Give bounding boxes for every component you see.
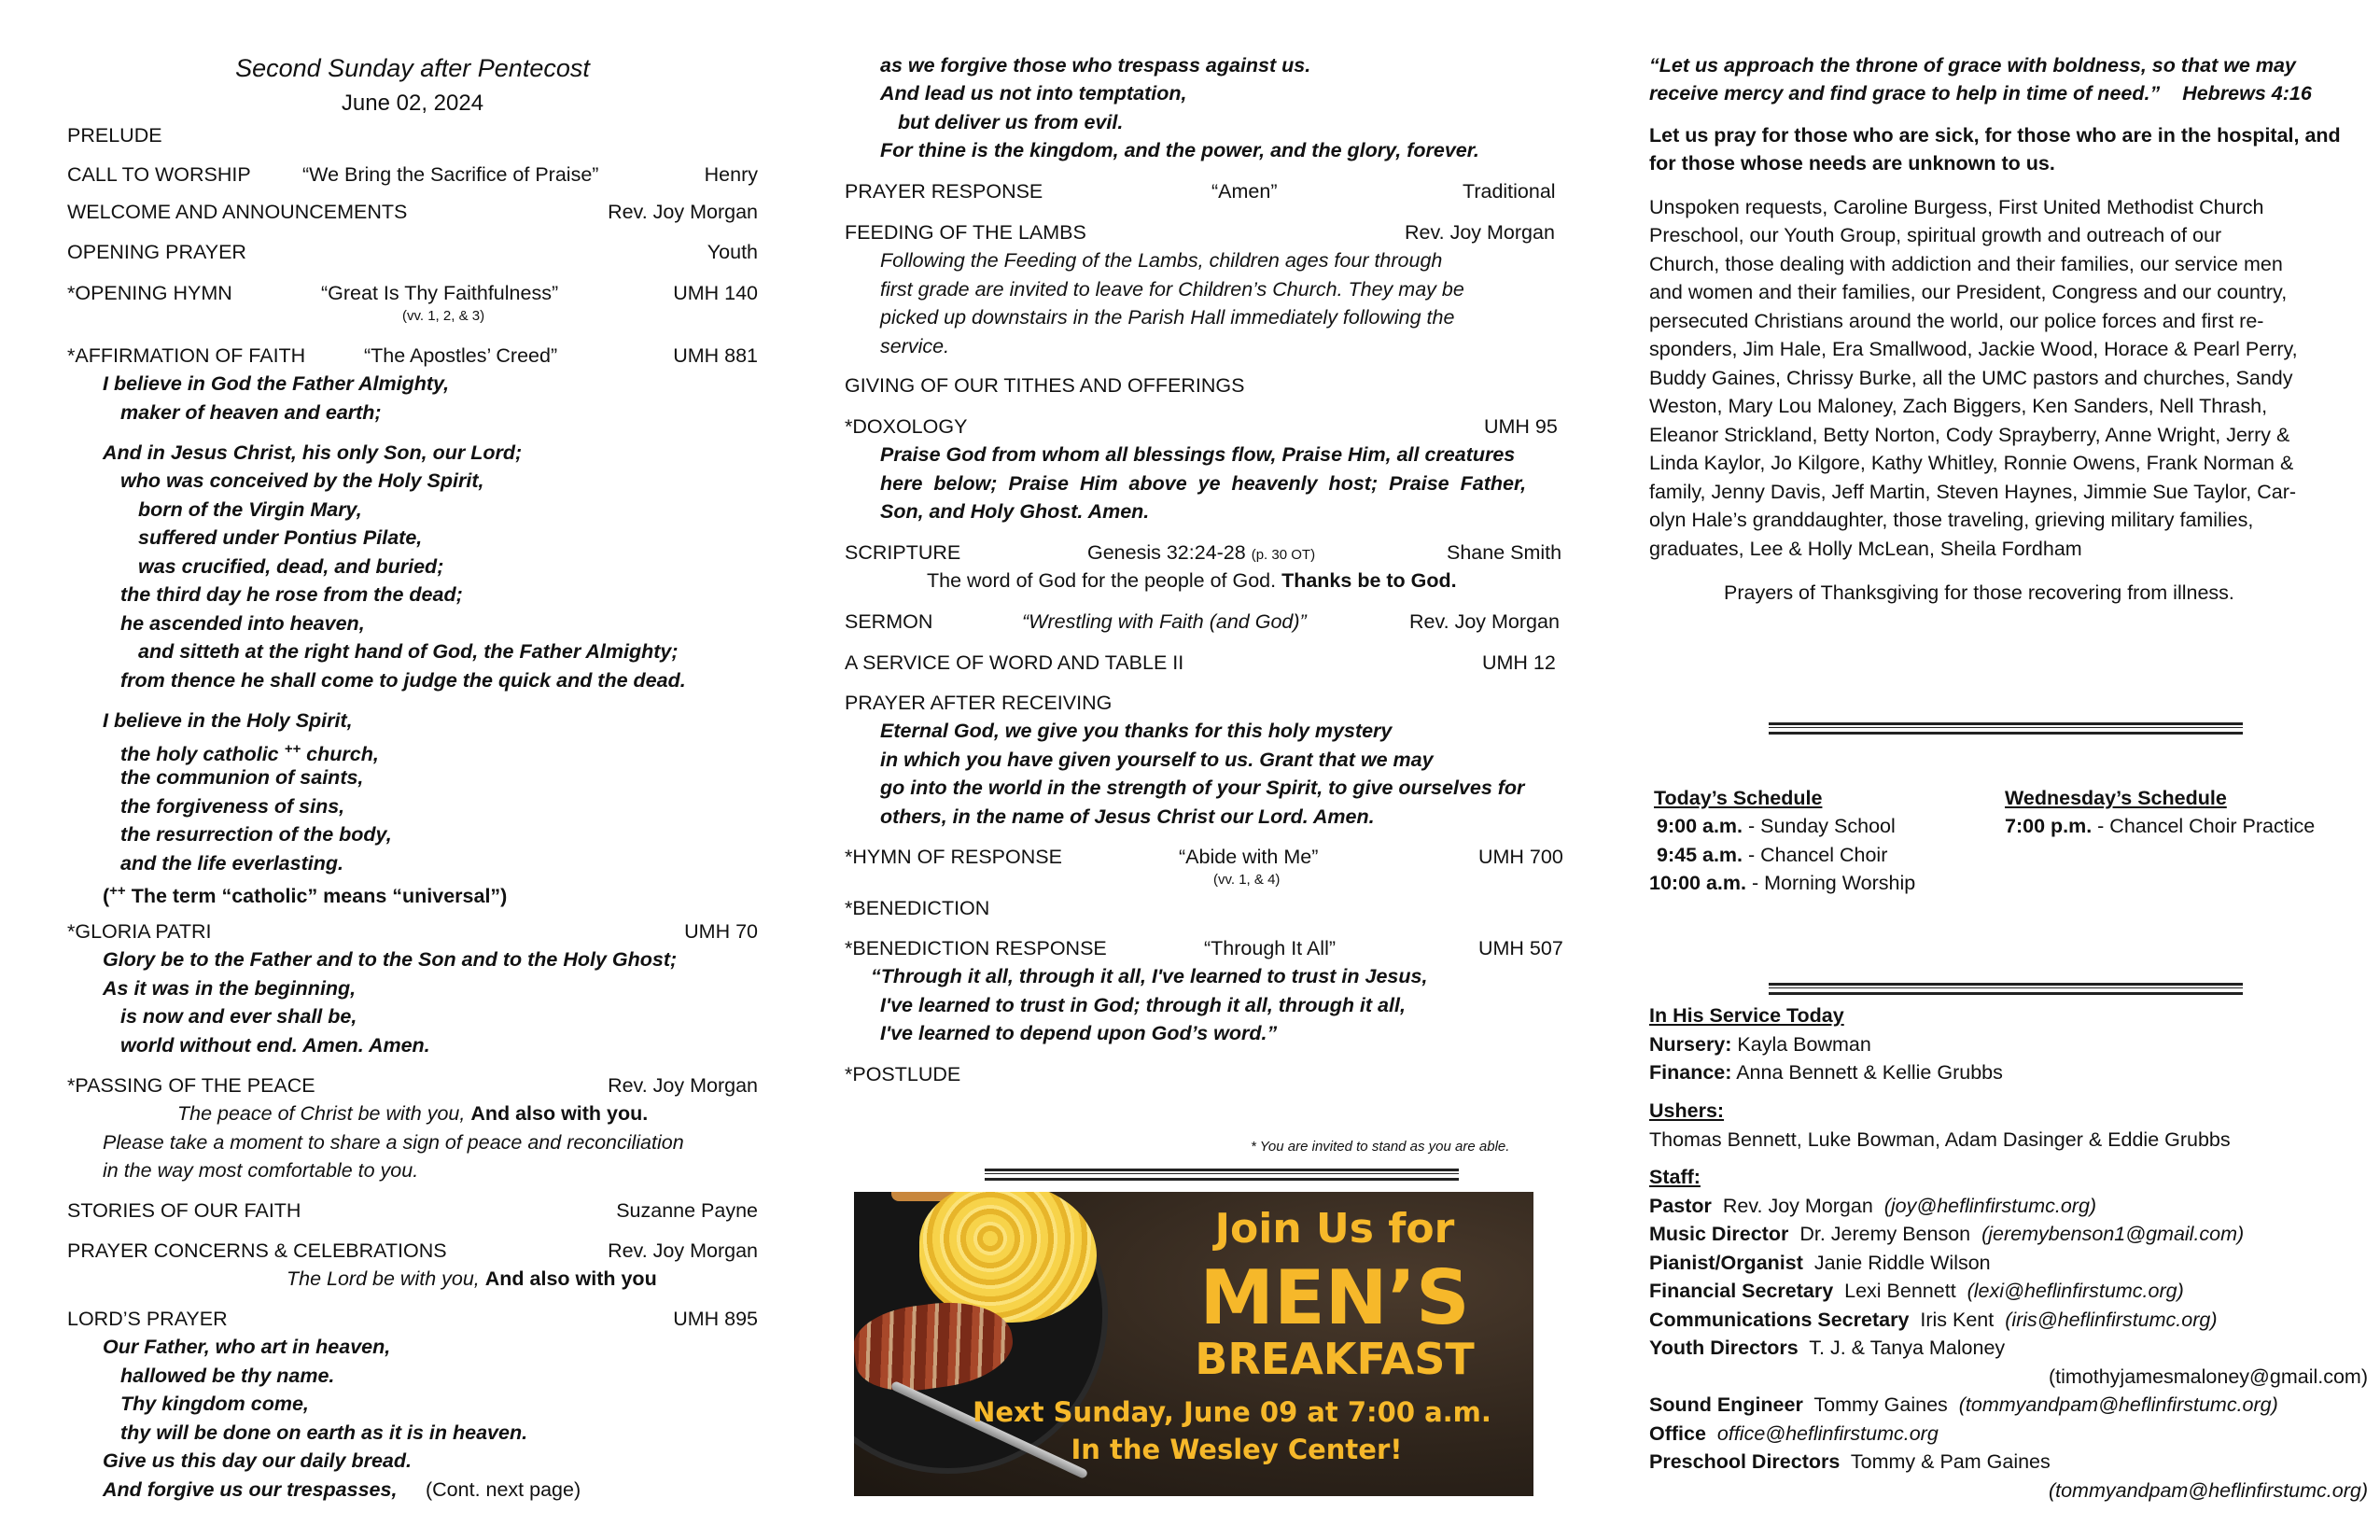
creed-line: was crucified, dead, and buried;	[138, 555, 444, 578]
ushers-label: Ushers:	[1649, 1099, 1725, 1122]
staff-line	[1649, 1220, 2244, 1249]
concerns-call: The Lord be with you,	[287, 1267, 480, 1290]
benediction-line: “Through it all, through it all, I've learned to trust in Jesus,	[871, 965, 1428, 987]
opening-prayer-label: OPENING PRAYER	[67, 241, 246, 263]
prayer-request-line: Church, those dealing with addiction and their families, our service men	[1649, 253, 2283, 275]
staff-email: (joy@heflinfirstumc.org)	[1883, 1195, 2097, 1217]
prayer-request-line: family, Jenny Davis, Jeff Martin, Steven Haynes, Jimmie Sue Taylor, Car-	[1649, 481, 2297, 503]
creed-line: And in Jesus Christ, his only Son, our Lord;	[103, 441, 523, 464]
staff-name: Rev. Joy Morgan	[1722, 1195, 1873, 1217]
lords-prayer-number: UMH 895	[673, 1308, 758, 1330]
lords-prayer-line: And forgive us our trespasses,	[103, 1478, 398, 1501]
concerns-response: And also with you	[484, 1267, 657, 1290]
staff-name: Tommy & Pam Gaines	[1850, 1450, 2051, 1473]
after-receiving-line: Eternal God, we give you thanks for this holy mystery	[880, 720, 1393, 742]
call-to-worship-label: CALL TO WORSHIP	[67, 163, 251, 186]
service-word-label: A SERVICE OF WORD AND TABLE II	[845, 651, 1184, 674]
creed-line: born of the Virgin Mary,	[138, 498, 362, 521]
creed-line: the resurrection of the body,	[120, 823, 392, 846]
schedule-time: 9:00 a.m.	[1657, 815, 1743, 837]
staff-email: (jeremybenson1@gmail.com)	[1981, 1223, 2245, 1245]
giving-label: GIVING OF OUR TITHES AND OFFERINGS	[845, 374, 1245, 397]
scripture-passage	[1087, 539, 1315, 570]
schedule-event: - Chancel Choir	[1743, 844, 1888, 866]
staff-email: (timothyjamesmaloney@gmail.com)	[2048, 1365, 2368, 1388]
scripture-exchange	[927, 567, 1457, 595]
peace-note: in the way most comfortable to you.	[103, 1159, 419, 1182]
finance-line	[1649, 1058, 2003, 1087]
prayer-concerns-leader: Rev. Joy Morgan	[608, 1239, 758, 1262]
schedule-time: 9:45 a.m.	[1657, 844, 1743, 866]
lords-prayer-line: thy will be done on earth as it is in heaven.	[120, 1421, 528, 1444]
creed-text: church,	[306, 743, 379, 766]
doxology-line: here below; Praise Him above ye heavenly host; Praise Father,	[880, 472, 1527, 495]
stories-leader: Suzanne Payne	[616, 1199, 758, 1222]
mens-breakfast-flyer	[854, 1192, 1533, 1496]
schedule-time: 7:00 p.m.	[2005, 815, 2093, 837]
prayer-request-line: Preschool, our Youth Group, spiritual growth and outreach of our	[1649, 224, 2222, 246]
scripture-call: The word of God for the people of God.	[927, 569, 1277, 592]
sermon-label: SERMON	[845, 610, 933, 633]
benediction-label: *BENEDICTION	[845, 897, 990, 919]
prayer-request-line: and women and their families, our President, Congress and our country,	[1649, 281, 2288, 303]
footnote-mark: ++	[109, 883, 126, 899]
peace-label: *PASSING OF THE PEACE	[67, 1074, 315, 1097]
scripture-page: (p. 30 OT)	[1251, 547, 1316, 563]
staff-label: Staff:	[1649, 1166, 1701, 1188]
prayer-request-line: Unspoken requests, Caroline Burgess, First United Methodist Church	[1649, 196, 2264, 218]
service-date: June 02, 2024	[341, 91, 484, 116]
prayer-request-line: sponders, Jim Hale, Era Smallwood, Jackie Wood, Horace & Pearl Perry,	[1649, 338, 2298, 360]
prayer-request-line: Eleanor Strickland, Betty Norton, Cody Sprayberry, Anne Wright, Jerry &	[1649, 424, 2290, 446]
staff-line	[1649, 1249, 1991, 1278]
lords-prayer-line: hallowed be thy name.	[120, 1365, 335, 1387]
opening-prayer-leader: Youth	[707, 241, 758, 263]
hymn-response-verses: (vv. 1, & 4)	[1213, 872, 1281, 888]
gloria-number: UMH 70	[684, 920, 758, 943]
staff-name: Tommy Gaines	[1813, 1393, 1948, 1416]
creed-line: the forgiveness of sins,	[120, 795, 345, 818]
section-divider	[1769, 983, 2243, 995]
creed-line: I believe in God the Father Almighty,	[103, 372, 450, 395]
lords-prayer-line: but deliver us from evil.	[898, 111, 1124, 133]
creed-line: and sitteth at the right hand of God, the Father Almighty;	[138, 640, 679, 663]
schedule-item	[2005, 812, 2315, 841]
peace-response: And also with you.	[470, 1102, 649, 1125]
staff-email: (lexi@heflinfirstumc.org)	[1967, 1280, 2184, 1302]
benediction-response-title: “Through It All”	[1204, 937, 1336, 959]
gloria-line: Glory be to the Father and to the Son and to the Holy Ghost;	[103, 948, 678, 971]
concerns-exchange	[287, 1265, 657, 1294]
prayer-request-line: Weston, Mary Lou Maloney, Zach Biggers, Ken Sanders, Nell Thrash,	[1649, 395, 2268, 417]
stories-label: STORIES OF OUR FAITH	[67, 1199, 301, 1222]
prayer-concerns-label: PRAYER CONCERNS & CELEBRATIONS	[67, 1239, 447, 1262]
section-divider	[1769, 722, 2243, 735]
staff-name: T. J. & Tanya Maloney	[1809, 1337, 2006, 1359]
lords-prayer-line: Thy kingdom come,	[120, 1393, 309, 1415]
schedule-time: 10:00 a.m.	[1649, 872, 1746, 894]
creed-line: from thence he shall come to judge the quick and the dead.	[120, 669, 686, 692]
staff-line	[1649, 1334, 2005, 1363]
staff-line	[1649, 1192, 2096, 1221]
finance-label: Finance:	[1649, 1061, 1732, 1084]
call-to-worship-leader: Henry	[704, 163, 758, 186]
doxology-number: UMH 95	[1484, 415, 1558, 438]
staff-line	[1649, 1448, 2051, 1477]
schedule-item	[1657, 812, 1896, 841]
creed-footnote	[103, 877, 507, 911]
staff-name: Iris Kent	[1920, 1309, 1995, 1331]
prayer-intro: for those whose needs are unknown to us.	[1649, 152, 2055, 175]
staff-role: Communications Secretary	[1649, 1309, 1910, 1331]
doxology-line: Son, and Holy Ghost. Amen.	[880, 500, 1150, 523]
feeding-line: first grade are invited to leave for Children’s Church. They may be	[880, 278, 1464, 301]
flyer-location: In the Wesley Center!	[1071, 1434, 1403, 1465]
affirmation-title: “The Apostles’ Creed”	[364, 344, 558, 367]
staff-email: (tommyandpam@heflinfirstumc.org)	[1958, 1393, 2278, 1416]
schedule-event: - Sunday School	[1743, 815, 1896, 837]
doxology-label: *DOXOLOGY	[845, 415, 968, 438]
creed-line: who was conceived by the Holy Spirit,	[120, 469, 484, 492]
hymn-response-title: “Abide with Me”	[1179, 846, 1319, 868]
lords-prayer-label: LORD’S PRAYER	[67, 1308, 228, 1330]
gloria-line: world without end. Amen. Amen.	[120, 1034, 430, 1057]
benediction-line: I've learned to trust in God; through it all, through it all,	[880, 994, 1406, 1016]
benediction-line: I've learned to depend upon God’s word.”	[880, 1022, 1278, 1044]
prayer-request-line: graduates, Lee & Holly McLean, Sheila Fordham	[1649, 538, 2082, 560]
stand-note: * You are invited to stand as you are able.	[1251, 1139, 1510, 1155]
after-receiving-line: in which you have given yourself to us. Grant that we may	[880, 749, 1434, 771]
service-today-title: In His Service Today	[1649, 1004, 1844, 1027]
creed-line: I believe in the Holy Spirit,	[103, 709, 353, 732]
footnote-text: The term “catholic” means “universal”)	[131, 885, 508, 908]
affirmation-label: *AFFIRMATION OF FAITH	[67, 344, 306, 367]
creed-text: the holy catholic	[120, 743, 279, 766]
staff-role: Youth Directors	[1649, 1337, 1799, 1359]
service-word-number: UMH 12	[1482, 651, 1556, 674]
hymn-response-number: UMH 700	[1478, 846, 1563, 868]
thanksgiving-note: Prayers of Thanksgiving for those recovering from illness.	[1724, 581, 2234, 604]
call-to-worship-title: “We Bring the Sacrifice of Praise”	[302, 163, 599, 186]
affirmation-number: UMH 881	[673, 344, 758, 367]
benediction-response-number: UMH 507	[1478, 937, 1563, 959]
opening-hymn-label: *OPENING HYMN	[67, 282, 232, 304]
verse-reference: Hebrews 4:16	[2182, 82, 2312, 105]
lords-prayer-line: For thine is the kingdom, and the power, and the glory, forever.	[880, 139, 1479, 161]
peace-note: Please take a moment to share a sign of peace and reconciliation	[103, 1131, 684, 1154]
feeding-line: Following the Feeding of the Lambs, children ages four through	[880, 249, 1443, 272]
scripture-verse: “Let us approach the throne of grace with boldness, so that we may	[1649, 54, 2296, 77]
prayer-intro: Let us pray for those who are sick, for those who are in the hospital, and	[1649, 124, 2341, 147]
lords-prayer-line: Give us this day our daily bread.	[103, 1449, 412, 1472]
prayer-request-line: olyn Hale’s granddaughter, those traveling, grieving military families,	[1649, 509, 2254, 531]
continued-note: (Cont. next page)	[426, 1478, 581, 1501]
creed-line: suffered under Pontius Pilate,	[138, 526, 423, 549]
opening-hymn-number: UMH 140	[673, 282, 758, 304]
staff-email: (iris@heflinfirstumc.org)	[2005, 1309, 2218, 1331]
prelude-label: PRELUDE	[67, 124, 162, 147]
finance-names: Anna Bennett & Kellie Grubbs	[1736, 1061, 2003, 1084]
scripture-reference: Genesis 32:24-28	[1087, 541, 1246, 564]
ushers-names: Thomas Bennett, Luke Bowman, Adam Dasinger & Eddie Grubbs	[1649, 1128, 2231, 1151]
gloria-label: *GLORIA PATRI	[67, 920, 212, 943]
staff-role: Music Director	[1649, 1223, 1789, 1245]
wednesday-schedule-title: Wednesday’s Schedule	[2005, 787, 2227, 809]
footnote-mark: ++	[284, 741, 301, 757]
peace-exchange	[177, 1099, 648, 1128]
lords-prayer-line: as we forgive those who trespass against us.	[880, 54, 1311, 77]
flyer-title-breakfast: BREAKFAST	[1195, 1334, 1475, 1384]
prayer-response-leader: Traditional	[1463, 180, 1556, 203]
service-title: Second Sunday after Pentecost	[235, 54, 590, 82]
staff-name: Janie Riddle Wilson	[1813, 1252, 1991, 1274]
staff-email: (tommyandpam@heflinfirstumc.org)	[2048, 1479, 2368, 1502]
feeding-leader: Rev. Joy Morgan	[1405, 221, 1555, 244]
scripture-verse	[1649, 79, 2312, 108]
staff-line	[1649, 1277, 2184, 1306]
staff-line	[1649, 1420, 1939, 1449]
lords-prayer-line: Our Father, who art in heaven,	[103, 1336, 391, 1358]
feeding-label: FEEDING OF THE LAMBS	[845, 221, 1086, 244]
creed-line: maker of heaven and earth;	[120, 401, 382, 424]
creed-line: the communion of saints,	[120, 766, 364, 789]
staff-name: Dr. Jeremy Benson	[1799, 1223, 1971, 1245]
opening-hymn-title: “Great Is Thy Faithfulness”	[321, 282, 559, 304]
prayer-response-title: “Amen”	[1211, 180, 1278, 203]
section-divider	[985, 1169, 1459, 1181]
staff-role: Preschool Directors	[1649, 1450, 1841, 1473]
peace-call: The peace of Christ be with you,	[177, 1102, 466, 1125]
prayer-response-label: PRAYER RESPONSE	[845, 180, 1043, 203]
schedule-item	[1657, 841, 1887, 870]
after-receiving-line: others, in the name of Jesus Christ our Lord. Amen.	[880, 805, 1375, 828]
flyer-date: Next Sunday, June 09 at 7:00 a.m.	[973, 1396, 1491, 1428]
prayer-request-line: persecuted Christians around the world, our police forces and first re-	[1649, 310, 2264, 332]
sermon-title: “Wrestling with Faith (and God)”	[1022, 610, 1307, 633]
staff-line	[1649, 1391, 2278, 1420]
staff-role: Sound Engineer	[1649, 1393, 1803, 1416]
schedule-event: - Morning Worship	[1745, 872, 1916, 894]
staff-email: office@heflinfirstumc.org	[1716, 1422, 1939, 1445]
staff-role: Office	[1649, 1422, 1706, 1445]
schedule-item	[1649, 869, 1915, 898]
postlude-label: *POSTLUDE	[845, 1063, 961, 1085]
footnote-paren: (	[103, 885, 110, 908]
nursery-label: Nursery:	[1649, 1033, 1732, 1056]
nursery-name: Kayla Bowman	[1737, 1033, 1871, 1056]
feeding-line: service.	[880, 335, 950, 357]
peace-leader: Rev. Joy Morgan	[608, 1074, 758, 1097]
after-receiving-label: PRAYER AFTER RECEIVING	[845, 692, 1113, 714]
creed-line: he ascended into heaven,	[120, 612, 365, 635]
flyer-heading: Join Us for	[1214, 1205, 1455, 1253]
verse-text: receive mercy and find grace to help in time of need.”	[1649, 82, 2161, 105]
scripture-label: SCRIPTURE	[845, 541, 961, 564]
flyer-title-mens: MEN’S	[1199, 1254, 1470, 1341]
hymn-response-label: *HYMN OF RESPONSE	[845, 846, 1062, 868]
scripture-response: Thanks be to God.	[1281, 569, 1457, 592]
creed-line: the third day he rose from the dead;	[120, 583, 463, 606]
staff-name: Lexi Bennett	[1844, 1280, 1956, 1302]
staff-role: Financial Secretary	[1649, 1280, 1834, 1302]
lords-prayer-line: And lead us not into temptation,	[880, 82, 1187, 105]
after-receiving-line: go into the world in the strength of your Spirit, to give ourselves for	[880, 777, 1525, 799]
staff-role: Pianist/Organist	[1649, 1252, 1803, 1274]
welcome-leader: Rev. Joy Morgan	[608, 201, 758, 223]
feeding-line: picked up downstairs in the Parish Hall immediately following the	[880, 306, 1455, 329]
scripture-reader: Shane Smith	[1447, 541, 1562, 564]
schedule-event: - Chancel Choir Practice	[2092, 815, 2316, 837]
staff-role: Pastor	[1649, 1195, 1712, 1217]
today-schedule-title: Today’s Schedule	[1654, 787, 1823, 809]
opening-hymn-verses: (vv. 1, 2, & 3)	[402, 308, 485, 324]
prayer-request-line: Linda Kaylor, Jo Kilgore, Kathy Whitley, Ronnie Owens, Frank Norman &	[1649, 452, 2294, 474]
doxology-line: Praise God from whom all blessings flow, Praise Him, all creatures	[880, 443, 1516, 466]
prayer-request-line: Buddy Gaines, Chrissy Burke, all the UMC pastors and churches, Sandy	[1649, 367, 2293, 389]
sermon-leader: Rev. Joy Morgan	[1409, 610, 1560, 633]
gloria-line: As it was in the beginning,	[103, 977, 357, 1000]
staff-line	[1649, 1306, 2218, 1335]
benediction-response-label: *BENEDICTION RESPONSE	[845, 937, 1107, 959]
gloria-line: is now and ever shall be,	[120, 1005, 357, 1028]
nursery-line	[1649, 1030, 1871, 1059]
creed-line: and the life everlasting.	[120, 852, 343, 875]
welcome-label: WELCOME AND ANNOUNCEMENTS	[67, 201, 408, 223]
